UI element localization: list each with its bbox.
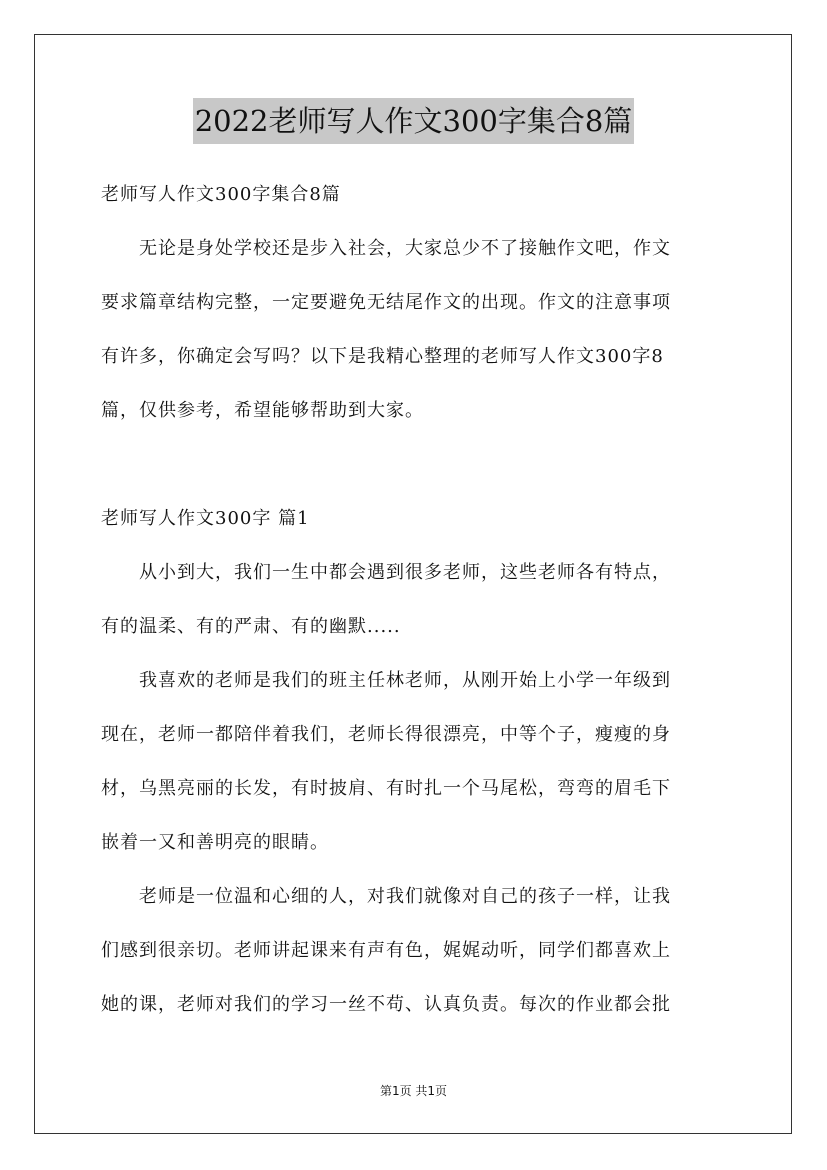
intro-line: 有许多，你确定会写吗？以下是我精心整理的老师写人作文300字8 <box>101 346 664 367</box>
intro-line: 篇，仅供参考，希望能够帮助到大家。 <box>101 400 424 421</box>
page-footer: 第1页 共1页 <box>379 1084 448 1098</box>
paragraph-gap <box>101 438 727 492</box>
subtitle: 老师写人作文300字集合8篇 <box>101 184 341 205</box>
paragraph-line: 从小到大，我们一生中都会遇到很多老师，这些老师各有特点， <box>139 562 671 583</box>
paragraph-line: 材，乌黑亮丽的长发，有时披肩、有时扎一个马尾松，弯弯的眉毛下 <box>101 778 671 799</box>
paragraph-line: 嵌着一又和善明亮的眼睛。 <box>101 832 329 853</box>
document-title: 2022老师写人作文300字集合8篇 <box>193 98 635 144</box>
intro-line: 要求篇章结构完整，一定要避免无结尾作文的出现。作文的注意事项 <box>101 292 671 313</box>
document-body <box>101 168 727 1032</box>
intro-line: 无论是身处学校还是步入社会，大家总少不了接触作文吧，作文 <box>139 238 671 259</box>
paragraph-line: 老师是一位温和心细的人，对我们就像对自己的孩子一样，让我 <box>139 886 671 907</box>
paragraph-line: 们感到很亲切。老师讲起课来有声有色，娓娓动听，同学们都喜欢上 <box>101 940 671 961</box>
title-container <box>0 98 827 144</box>
paragraph-line: 有的温柔、有的严肃、有的幽默..... <box>101 616 401 637</box>
paragraph-line: 她的课，老师对我们的学习一丝不苟、认真负责。每次的作业都会批 <box>101 994 671 1015</box>
section-heading: 老师写人作文300字 篇1 <box>101 508 310 529</box>
paragraph-line: 我喜欢的老师是我们的班主任林老师，从刚开始上小学一年级到 <box>139 670 671 691</box>
paragraph-line: 现在，老师一都陪伴着我们，老师长得很漂亮，中等个子，瘦瘦的身 <box>101 724 671 745</box>
